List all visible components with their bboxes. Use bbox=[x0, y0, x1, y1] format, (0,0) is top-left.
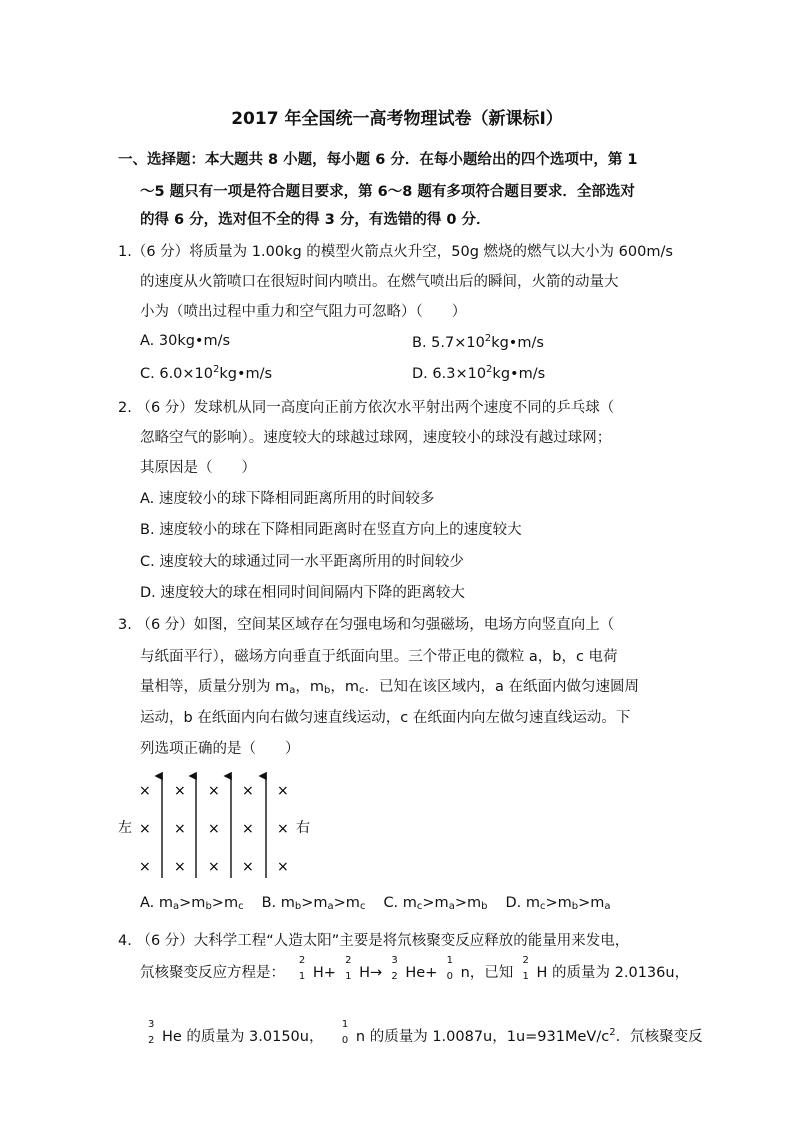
section-instructions-line-3: 的得 6 分，选对但不全的得 3 分，有选错的得 0 分． bbox=[140, 212, 491, 228]
q3-stem-line-2: 与纸面平行），磁场方向垂直于纸面向里。三个带正电的微粒 a，b，c 电荷 bbox=[140, 649, 618, 665]
q1-option-a: A. 30kg•m/s bbox=[140, 333, 231, 349]
field-cross: × bbox=[174, 783, 186, 799]
field-cross: × bbox=[242, 859, 254, 875]
q3-stem-line-3: 量相等，质量分别为 $m_a$，$m_b$，$m_c$．已知在该区域内，a 在纸面内做匀速圆周 bbox=[140, 679, 639, 696]
q1-option-c: C. $6.0\times 10^2kg•m/s$ bbox=[140, 364, 273, 382]
q3-options bbox=[140, 895, 611, 912]
page-title: 2017 年全国统一高考物理试卷（新课标Ⅰ） bbox=[231, 109, 563, 129]
isotope-n1: 1 0 bbox=[341, 1019, 349, 1046]
isotope-h2: 2 1 bbox=[298, 955, 306, 982]
field-cross: × bbox=[208, 783, 220, 799]
q3-option-c: C. $m_c>m_a>m_b$ bbox=[383, 895, 488, 912]
q2-option-d: D. 速度较大的球在相同时间间隔内下降的距离较大 bbox=[140, 585, 465, 601]
q3-stem-line-5: 列选项正确的是（ ） bbox=[140, 741, 300, 757]
field-cross: × bbox=[277, 859, 289, 875]
q2-option-c: C. 速度较大的球通过同一水平距离所用的时间较少 bbox=[140, 554, 464, 570]
left-label: 左 bbox=[118, 820, 132, 836]
q3-stem-line-1: 3. （6 分）如图，空间某区域存在匀强电场和匀强磁场，电场方向竖直向上（ bbox=[118, 617, 615, 633]
field-cross: × bbox=[208, 821, 220, 837]
field-cross: × bbox=[277, 783, 289, 799]
q1-stem-line-1: 1.（6 分）将质量为 1.00kg 的模型火箭点火升空，50g 燃烧的燃气以大小为 600m/s bbox=[118, 244, 673, 260]
field-cross: × bbox=[139, 821, 151, 837]
field-cross: × bbox=[174, 859, 186, 875]
q1-stem-line-2: 的速度从火箭喷口在很短时间内喷出。在燃气喷出后的瞬间，火箭的动量大 bbox=[140, 274, 619, 290]
field-cross: × bbox=[139, 859, 151, 875]
field-cross: × bbox=[242, 783, 254, 799]
isotope-he3: 3 2 bbox=[148, 1019, 155, 1046]
q1-option-b: B. $5.7\times 10^2kg•m/s$ bbox=[412, 333, 544, 351]
q3-option-b: B. $m_b>m_a>m_c$ bbox=[261, 895, 366, 912]
isotope-n1: 1 0 bbox=[446, 955, 453, 982]
isotope-h2: 2 1 bbox=[522, 955, 529, 982]
q2-option-a: A. 速度较小的球下降相同距离所用的时间较多 bbox=[140, 491, 435, 507]
q4-stem-line-2: 氘核聚变反应方程是： 2 1 H+ 2 1 H→ 3 2 He+ 1 0 n，已知 2 1 H 的质量为 2.0136u， bbox=[140, 955, 690, 982]
isotope-h2: 2 1 bbox=[345, 955, 352, 982]
q1-stem-line-3: 小为（喷出过程中重力和空气阻力可忽略）（ ） bbox=[140, 304, 467, 320]
q3-option-a: A. $m_a>m_b>m_c$ bbox=[140, 895, 244, 912]
q3-option-d: D. $m_c>m_b>m_a$ bbox=[505, 895, 611, 912]
q2-stem-line-1: 2. （6 分）发球机从同一高度向正前方依次水平射出两个速度不同的乒乓球（ bbox=[118, 400, 615, 416]
field-cross: × bbox=[139, 783, 151, 799]
q1-option-d: D. $6.3\times 10^2kg•m/s$ bbox=[412, 364, 546, 382]
q3-stem-line-4: 运动，b 在纸面内向右做匀速直线运动，c 在纸面内向左做匀速直线运动。下 bbox=[140, 710, 631, 726]
field-cross: × bbox=[277, 821, 289, 837]
field-cross: × bbox=[174, 821, 186, 837]
field-cross: × bbox=[208, 859, 220, 875]
right-label: 右 bbox=[296, 820, 310, 836]
isotope-he3: 3 2 bbox=[391, 955, 398, 982]
q4-stem-line-1: 4. （6 分）大科学工程“人造太阳”主要是将氘核聚变反应释放的能量用来发电， bbox=[118, 933, 630, 949]
field-diagram bbox=[118, 770, 318, 880]
field-cross: × bbox=[242, 821, 254, 837]
section-instructions-line-2: ～5 题只有一项是符合题目要求，第 6～8 题有多项符合题目要求．全部选对 bbox=[140, 184, 635, 200]
q2-stem-line-2: 忽略空气的影响）。速度较大的球越过球网，速度较小的球没有越过球网； bbox=[140, 430, 612, 446]
q4-stem-line-3: 3 2 He 的质量为 3.0150u， 1 0 n 的质量为 1.0087u，$1u=931MeV/c^2$．氘核聚变反 bbox=[148, 1019, 703, 1046]
q2-option-b: B. 速度较小的球在下降相同距离时在竖直方向上的速度较大 bbox=[140, 522, 522, 538]
q2-stem-line-3: 其原因是（ ） bbox=[140, 460, 256, 476]
section-instructions-line-1: 一、选择题：本大题共 8 小题，每小题 6 分．在每小题给出的四个选项中，第 1 bbox=[118, 152, 638, 168]
